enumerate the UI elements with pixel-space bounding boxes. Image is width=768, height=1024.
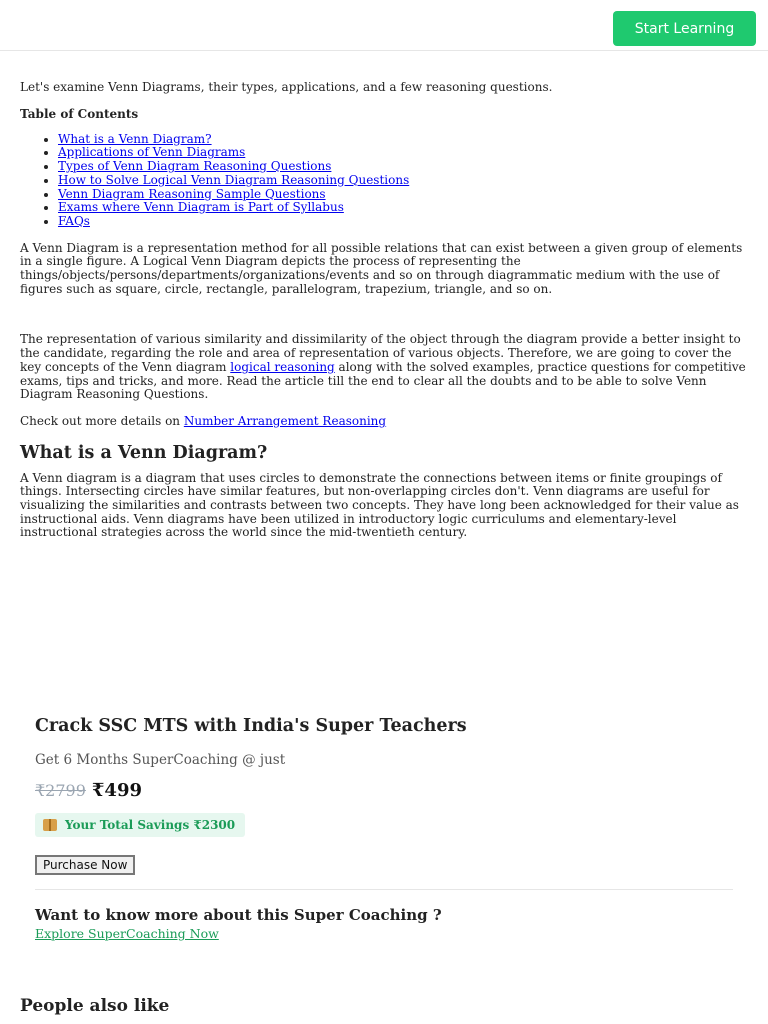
top-bar	[0, 0, 768, 51]
promo-title: Crack SSC MTS with India's Super Teachers	[35, 716, 467, 736]
definition-paragraph: A Venn Diagram is a representation method for all possible relations that can exist between a given group of elements in a single figure. A Logical Venn Diagram depicts the process of representing the things/objects/persons/departments/organizations/events and so on through diagrammatic medium with the use of figures such as square, circle, rectangle, parallelogram, trapezium, triangle, and so on.	[20, 240, 743, 296]
representation-paragraph	[20, 333, 752, 402]
venn-description-paragraph: A Venn diagram is a diagram that uses circles to demonstrate the connections between items or finite groupings of things. Intersecting circles have similar features, but non-overlapping circles don't. Venn diagrams are useful for visualizing the similarities and contrasts between two concepts. They have long been acknowledged for their value as instructional aids. Venn diagrams have been utilized in introductory logic curriculums and elementary-level instructional strategies across the world since the mid-twentieth century.	[20, 470, 739, 540]
promo-subtitle: Get 6 Months SuperCoaching @ just	[35, 752, 286, 768]
toc-item	[58, 133, 752, 147]
more-info-title: Want to know more about this Super Coaching ?	[35, 906, 442, 924]
old-price: ₹2799	[35, 781, 86, 800]
toc-item	[58, 174, 752, 188]
new-price: ₹499	[91, 780, 143, 801]
gift-icon	[43, 819, 57, 831]
purchase-now-button[interactable]: Purchase Now	[35, 855, 135, 875]
toc-link-what-is[interactable]: What is a Venn Diagram?	[58, 131, 212, 146]
table-of-contents	[20, 133, 752, 229]
article-content	[20, 80, 752, 540]
price-row	[35, 780, 735, 801]
people-also-like-heading: People also like	[20, 996, 170, 1016]
divider	[35, 889, 733, 890]
toc-title: Table of Contents	[20, 106, 139, 121]
number-arrangement-link[interactable]: Number Arrangement Reasoning	[183, 413, 387, 428]
supercoaching-promo	[35, 716, 735, 941]
intro-text: Let's examine Venn Diagrams, their types, applications, and a few reasoning questions.	[20, 80, 553, 94]
toc-item	[58, 188, 752, 202]
paragraph-text: along with the solved examples, practice questions for competitive exams, tips and tricks, and more. Read the article till the end to clear all the doubts and to be able to solve Venn Diagram Reasoning Questions.	[20, 359, 746, 402]
section-heading: What is a Venn Diagram?	[20, 442, 268, 463]
explore-supercoaching-link[interactable]: Explore SuperCoaching Now	[35, 926, 219, 941]
check-out-paragraph	[20, 415, 752, 429]
savings-badge	[35, 813, 245, 837]
toc-item	[58, 201, 752, 215]
toc-link-sample-questions[interactable]: Venn Diagram Reasoning Sample Questions	[58, 186, 326, 201]
toc-item	[58, 215, 752, 229]
toc-link-types[interactable]: Types of Venn Diagram Reasoning Questions	[58, 159, 332, 174]
toc-link-exams[interactable]: Exams where Venn Diagram is Part of Syllabus	[58, 200, 344, 215]
toc-link-how-to-solve[interactable]: How to Solve Logical Venn Diagram Reasoning Questions	[58, 172, 410, 187]
logical-reasoning-link[interactable]: logical reasoning	[230, 359, 335, 374]
toc-item	[58, 146, 752, 160]
savings-text: Your Total Savings ₹2300	[65, 818, 236, 832]
start-learning-button[interactable]: Start Learning	[613, 11, 756, 46]
toc-link-faqs[interactable]: FAQs	[58, 213, 90, 228]
toc-link-applications[interactable]: Applications of Venn Diagrams	[58, 145, 246, 160]
paragraph-text: The representation of various similarity and dissimilarity of the object through the diagram provide a better insight to the candidate, regarding the role and area of representation of various objects. Therefore, we are going to cover the key concepts of the Venn diagram	[20, 332, 741, 374]
paragraph-text: Check out more details on	[20, 413, 184, 428]
toc-item	[58, 160, 752, 174]
